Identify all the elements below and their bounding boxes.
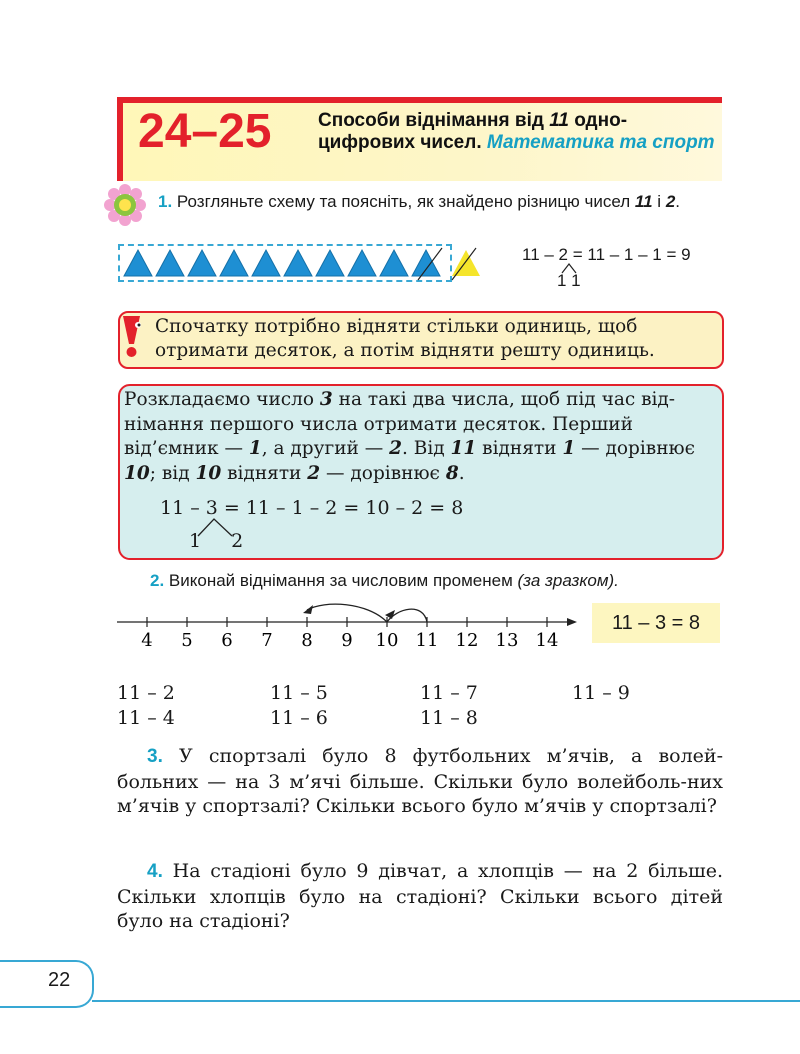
task1-text: 1. Розгляньте схему та поясніть, як знайдено різницю чисел 11 і 2. — [158, 192, 681, 211]
task3-text: 3. У спортзалі було 8 футбольних м’ячів, а волей-больних — на 3 м’ячі більше. Скільки було волейболь-них м’ячів у спортзалі? Скільки всього було м’ячів у спортзалі? — [117, 745, 723, 817]
task1-number: 1. — [158, 192, 173, 211]
explanation-equation: 11 – 3 = 11 – 1 – 2 = 10 – 2 = 8 — [160, 497, 464, 519]
sample-answer: 11 – 3 = 8 — [592, 603, 720, 643]
exercise: 11 – 5 — [270, 682, 328, 704]
explanation-text: Розкладаємо число 3 на такі два числа, щоб під час від-німання першого числа отримати десяток. Перший від’ємник — 1, а другий — 2. Від 11 відняти 1 — дорівнює 10; від 10 відняти 2 — дорівнює 8. — [124, 389, 695, 484]
tick-label: 14 — [535, 630, 559, 651]
tick-label: 4 — [141, 630, 153, 651]
task1-equation: 11 – 2 = 11 – 1 – 1 = 9 — [522, 245, 691, 264]
tick-label: 5 — [181, 630, 193, 651]
exercise: 11 – 4 — [117, 707, 175, 729]
exercise: 11 – 9 — [572, 682, 630, 704]
exclamation-icon — [118, 312, 148, 362]
exercise: 11 – 6 — [270, 707, 328, 729]
lesson-title: Способи віднімання від 11 одно-цифрових чисел. Математика та спорт — [318, 110, 715, 153]
task3-number: 3. — [147, 746, 163, 767]
exercise: 11 – 2 — [117, 682, 175, 704]
tick-label: 11 — [415, 630, 439, 651]
rule-text: Спочатку потрібно відняти стільки одиниць, щоб отримати десяток, а потім відняти решту одиниць. — [155, 316, 655, 361]
task4-number: 4. — [147, 861, 163, 882]
task2-text: 2. Виконай віднімання за числовим променем (за зразком). — [150, 571, 619, 590]
tick-label: 12 — [455, 630, 479, 651]
tick-label: 9 — [341, 630, 353, 651]
task1-split: 1 1 — [557, 271, 581, 290]
lesson-number: 24–25 — [138, 105, 272, 158]
exercise: 11 – 8 — [420, 707, 478, 729]
tick-label: 6 — [221, 630, 233, 651]
flower-icon — [103, 183, 147, 227]
number-line — [117, 596, 587, 656]
page-number: 22 — [48, 969, 71, 991]
footer-line — [92, 1000, 800, 1002]
tick-label: 8 — [301, 630, 313, 651]
task4-text: 4. На стадіоні було 9 дівчат, а хлопців — на 2 більше. Скільки хлопців було на стадіоні? Скільки всього дітей було на стадіоні? — [117, 860, 723, 932]
triangles-scheme — [118, 244, 488, 282]
page-tab — [0, 960, 94, 1008]
explanation-split: 1 2 — [189, 530, 244, 552]
exercise: 11 – 7 — [420, 682, 478, 704]
lesson-subject: Математика та спорт — [486, 132, 715, 153]
tick-label: 7 — [261, 630, 273, 651]
tick-label: 13 — [495, 630, 519, 651]
tick-label: 10 — [375, 630, 399, 651]
task2-number: 2. — [150, 571, 165, 590]
